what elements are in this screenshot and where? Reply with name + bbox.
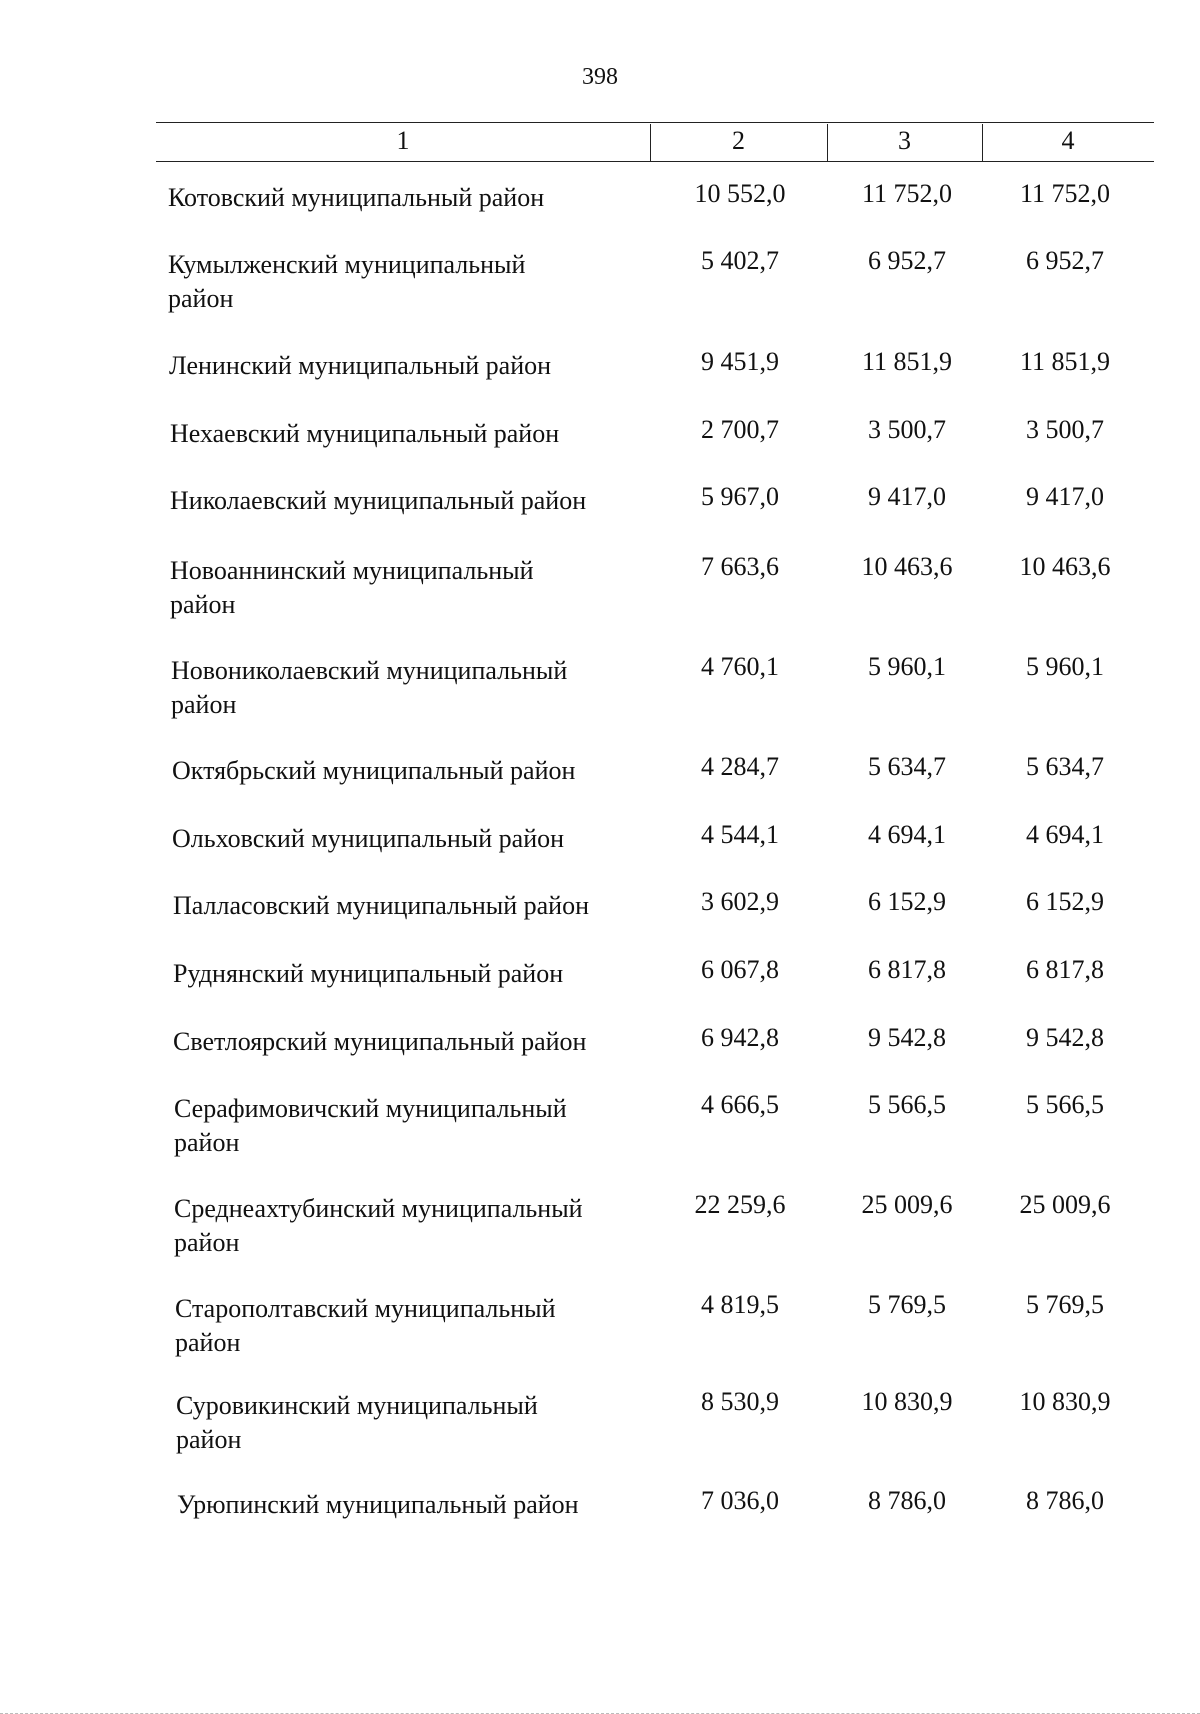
district-name-line: Палласовский муниципальный район xyxy=(173,891,589,920)
value-col-4: 4 694,1 xyxy=(1026,820,1104,849)
district-name xyxy=(172,822,642,856)
value-col-2: 4 819,5 xyxy=(701,1290,779,1319)
district-name-line: Новониколаевский муниципальный xyxy=(171,656,568,685)
value-col-2: 4 544,1 xyxy=(701,820,779,849)
value-col-2: 4 666,5 xyxy=(701,1090,779,1119)
value-col-2: 3 602,9 xyxy=(701,887,779,916)
value-col-2: 22 259,6 xyxy=(694,1190,786,1219)
district-name-line: район xyxy=(174,1228,240,1257)
value-col-4: 5 634,7 xyxy=(1026,752,1104,781)
value-col-4: 10 830,9 xyxy=(1019,1387,1111,1416)
district-name-line: Урюпинский муниципальный район xyxy=(177,1490,579,1519)
district-name xyxy=(173,889,643,923)
value-col-2: 9 451,9 xyxy=(701,347,779,376)
district-name-line: Октябрьский муниципальный район xyxy=(172,756,576,785)
value-col-4: 9 417,0 xyxy=(1026,482,1104,511)
district-name xyxy=(173,957,643,991)
value-col-4: 25 009,6 xyxy=(1019,1190,1111,1219)
district-name xyxy=(169,349,639,383)
value-col-3: 6 952,7 xyxy=(868,246,946,275)
district-name-line: Суровикинский муниципальный xyxy=(176,1391,538,1420)
district-name-line: Серафимовичский муниципальный xyxy=(174,1094,567,1123)
district-name xyxy=(171,654,641,722)
value-col-2: 7 036,0 xyxy=(701,1486,779,1515)
value-col-3: 9 417,0 xyxy=(868,482,946,511)
value-col-3: 5 769,5 xyxy=(868,1290,946,1319)
district-name xyxy=(170,484,640,518)
district-name-line: Старополтавский муниципальный xyxy=(175,1294,556,1323)
value-col-2: 8 530,9 xyxy=(701,1387,779,1416)
district-name-line: Кумылженский муниципальный xyxy=(168,250,526,279)
value-col-2: 5 967,0 xyxy=(701,482,779,511)
scan-edge xyxy=(0,1710,1200,1714)
value-col-3: 25 009,6 xyxy=(861,1190,953,1219)
column-header-1: 1 xyxy=(396,126,410,155)
header-bottom-rule xyxy=(156,161,1154,162)
value-col-4: 5 960,1 xyxy=(1026,652,1104,681)
value-col-3: 5 960,1 xyxy=(868,652,946,681)
value-col-4: 9 542,8 xyxy=(1026,1023,1104,1052)
district-name-line: район xyxy=(176,1425,242,1454)
district-name xyxy=(176,1389,646,1457)
district-name xyxy=(168,181,638,215)
district-name xyxy=(172,754,642,788)
value-col-3: 5 566,5 xyxy=(868,1090,946,1119)
district-name-line: Новоаннинский муниципальный xyxy=(170,556,534,585)
value-col-2: 10 552,0 xyxy=(694,179,786,208)
value-col-3: 11 752,0 xyxy=(861,179,953,208)
value-col-2: 4 760,1 xyxy=(701,652,779,681)
value-col-4: 6 952,7 xyxy=(1026,246,1104,275)
value-col-3: 11 851,9 xyxy=(861,347,953,376)
district-name-line: район xyxy=(171,690,237,719)
value-col-3: 8 786,0 xyxy=(868,1486,946,1515)
value-col-3: 10 830,9 xyxy=(861,1387,953,1416)
district-name-line: Среднеахтубинский муниципальный xyxy=(174,1194,583,1223)
district-name xyxy=(168,248,638,316)
value-col-4: 11 851,9 xyxy=(1019,347,1111,376)
value-col-3: 10 463,6 xyxy=(861,552,953,581)
value-col-3: 5 634,7 xyxy=(868,752,946,781)
value-col-4: 5 769,5 xyxy=(1026,1290,1104,1319)
district-name-line: Нехаевский муниципальный район xyxy=(170,419,560,448)
district-name-line: Ленинский муниципальный район xyxy=(169,351,552,380)
value-col-4: 8 786,0 xyxy=(1026,1486,1104,1515)
value-col-4: 6 152,9 xyxy=(1026,887,1104,916)
value-col-4: 5 566,5 xyxy=(1026,1090,1104,1119)
value-col-2: 6 942,8 xyxy=(701,1023,779,1052)
value-col-2: 5 402,7 xyxy=(701,246,779,275)
value-col-3: 6 817,8 xyxy=(868,955,946,984)
district-name xyxy=(174,1092,644,1160)
value-col-4: 3 500,7 xyxy=(1026,415,1104,444)
district-name-line: Николаевский муниципальный район xyxy=(170,486,587,515)
value-col-2: 7 663,6 xyxy=(701,552,779,581)
district-name xyxy=(177,1488,647,1522)
column-header-3: 3 xyxy=(898,126,911,155)
district-name-line: район xyxy=(175,1328,241,1357)
district-name-line: район xyxy=(170,590,236,619)
value-col-3: 9 542,8 xyxy=(868,1023,946,1052)
district-name-line: район xyxy=(168,284,234,313)
value-col-2: 4 284,7 xyxy=(701,752,779,781)
district-name-line: Руднянский муниципальный район xyxy=(173,959,564,988)
value-col-4: 6 817,8 xyxy=(1026,955,1104,984)
column-header-4: 4 xyxy=(1061,126,1075,155)
value-col-2: 6 067,8 xyxy=(701,955,779,984)
page-number: 398 xyxy=(582,64,618,90)
column-header-2: 2 xyxy=(732,126,745,155)
district-name-line: Котовский муниципальный район xyxy=(168,183,545,212)
value-col-4: 10 463,6 xyxy=(1019,552,1111,581)
value-col-3: 4 694,1 xyxy=(868,820,946,849)
value-col-4: 11 752,0 xyxy=(1019,179,1111,208)
district-name-line: район xyxy=(174,1128,240,1157)
district-name xyxy=(170,554,640,622)
value-col-2: 2 700,7 xyxy=(701,415,779,444)
district-name xyxy=(173,1025,643,1059)
header-top-rule xyxy=(156,122,1154,123)
district-name-line: Ольховский муниципальный район xyxy=(172,824,565,853)
district-name xyxy=(174,1192,644,1260)
district-name-line: Светлоярский муниципальный район xyxy=(173,1027,587,1056)
district-name xyxy=(175,1292,645,1360)
district-name xyxy=(170,417,640,451)
value-col-3: 6 152,9 xyxy=(868,887,946,916)
value-col-3: 3 500,7 xyxy=(868,415,946,444)
